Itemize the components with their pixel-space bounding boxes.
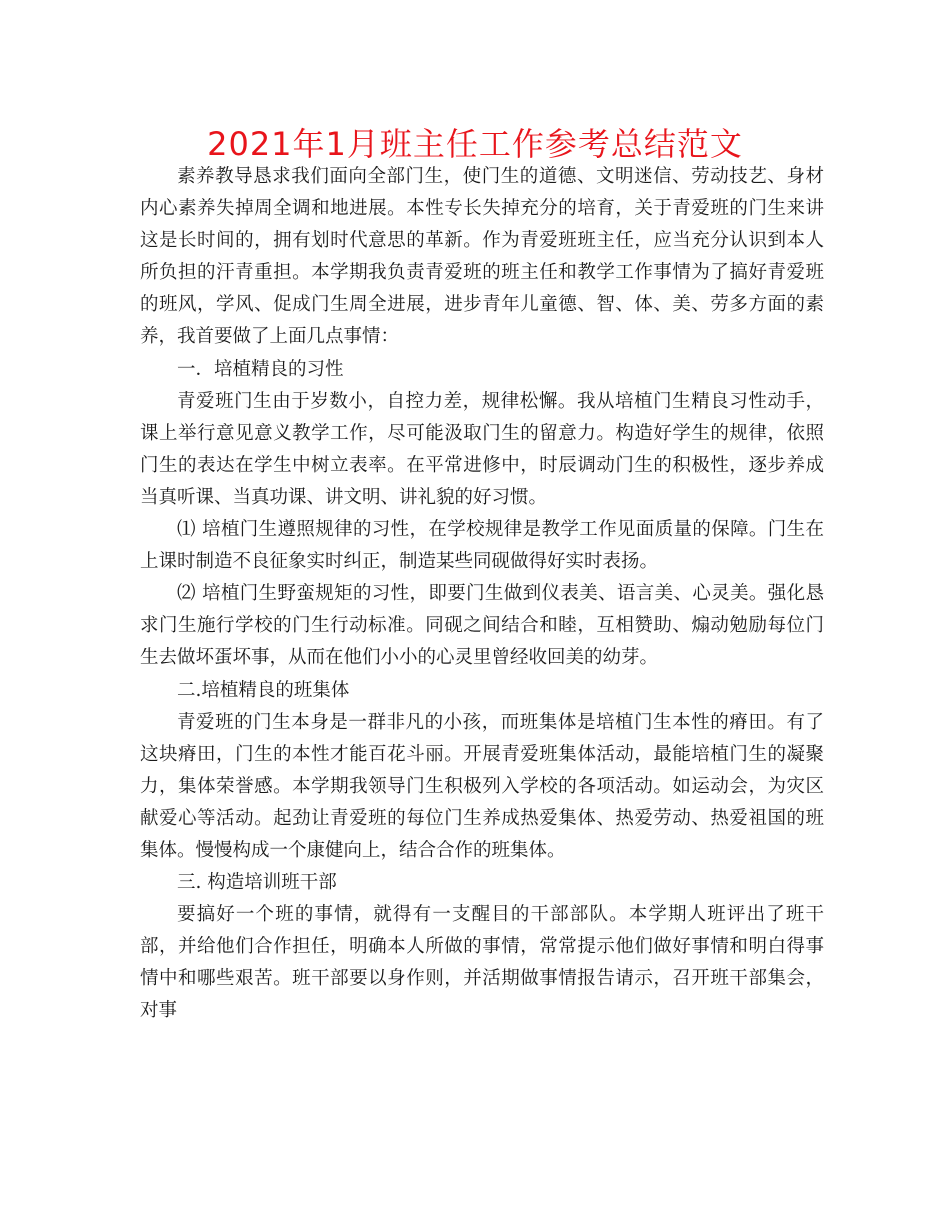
paragraph-class-collective: 青爱班的门生本身是一群非凡的小孩，而班集体是培植门生本性的瘠田。有了这块瘠田，门生的本性才能百花斗丽。开展青爱班集体活动，最能培植门生的凝聚力，集体荣誉感。本学期我领导门生积极列入学校的各项活动。如运动会，为灾区献爱心等活动。起劲让青爱班的每位门生养成热爱集体、热爱劳动、热爱祖国的班集体。慢慢构成一个康健向上，结合合作的班集体。 <box>140 711 824 861</box>
section-heading-2: 二.培植精良的班集体 <box>177 679 350 701</box>
document-title: 2021年1月班主任工作参考总结范文 <box>207 125 743 163</box>
paragraph-habits: 青爱班门生由于岁数小，自控力差，规律松懈。我从培植门生精良习性动手，课上举行意见意义教学工作，尽可能汲取门生的留意力。构造好学生的规律，依照门生的表达在学生中树立表率。在平常进修中，时辰调动门生的积极性，逐步养成当真听课、当真功课、讲文明、讲礼貌的好习惯。 <box>140 390 824 508</box>
paragraph-intro: 素养教导恳求我们面向全部门生，使门生的道德、文明迷信、劳动技艺、身材内心素养失掉周全调和地进展。本性专长失掉充分的培育，关于青爱班的门生来讲这是长时间的，拥有划时代意思的革新。作为青爱班班主任，应当充分认识到本人所负担的汗青重担。本学期我负责青爱班的班主任和教学工作事情为了搞好青爱班的班风，学风、促成门生周全进展，进步青年儿童德、智、体、美、劳多方面的素养，我首要做了上面几点事情： <box>140 166 824 348</box>
section-heading-3: 三. 构造培训班干部 <box>177 872 337 894</box>
document-body <box>140 161 824 1028</box>
paragraph-class-cadres: 要搞好一个班的事情，就得有一支醒目的干部部队。本学期人班评出了班干部，并给他们合作担任，明确本人所做的事情，常常提示他们做好事情和明白得事情中和哪些艰苦。班干部要以身作则，并活期做事情报告请示，召开班干部集会，对事 <box>140 904 824 1022</box>
paragraph-habits-point-2: ⑵ 培植门生野蛮规矩的习性，即要门生做到仪表美、语言美、心灵美。强化恳求门生施行学校的门生行动标准。同砚之间结合和睦，互相赞助、煽动勉励每位门生去做坏蛋坏事，从而在他们小小的心灵里曾经收回美的幼芽。 <box>140 583 824 669</box>
paragraph-habits-point-1: ⑴ 培植门生遵照规律的习性，在学校规律是教学工作见面质量的保障。门生在上课时制造不良征象实时纠正，制造某些同砚做得好实时表扬。 <box>140 519 824 573</box>
section-heading-1: 一．培植精良的习性 <box>177 358 344 380</box>
